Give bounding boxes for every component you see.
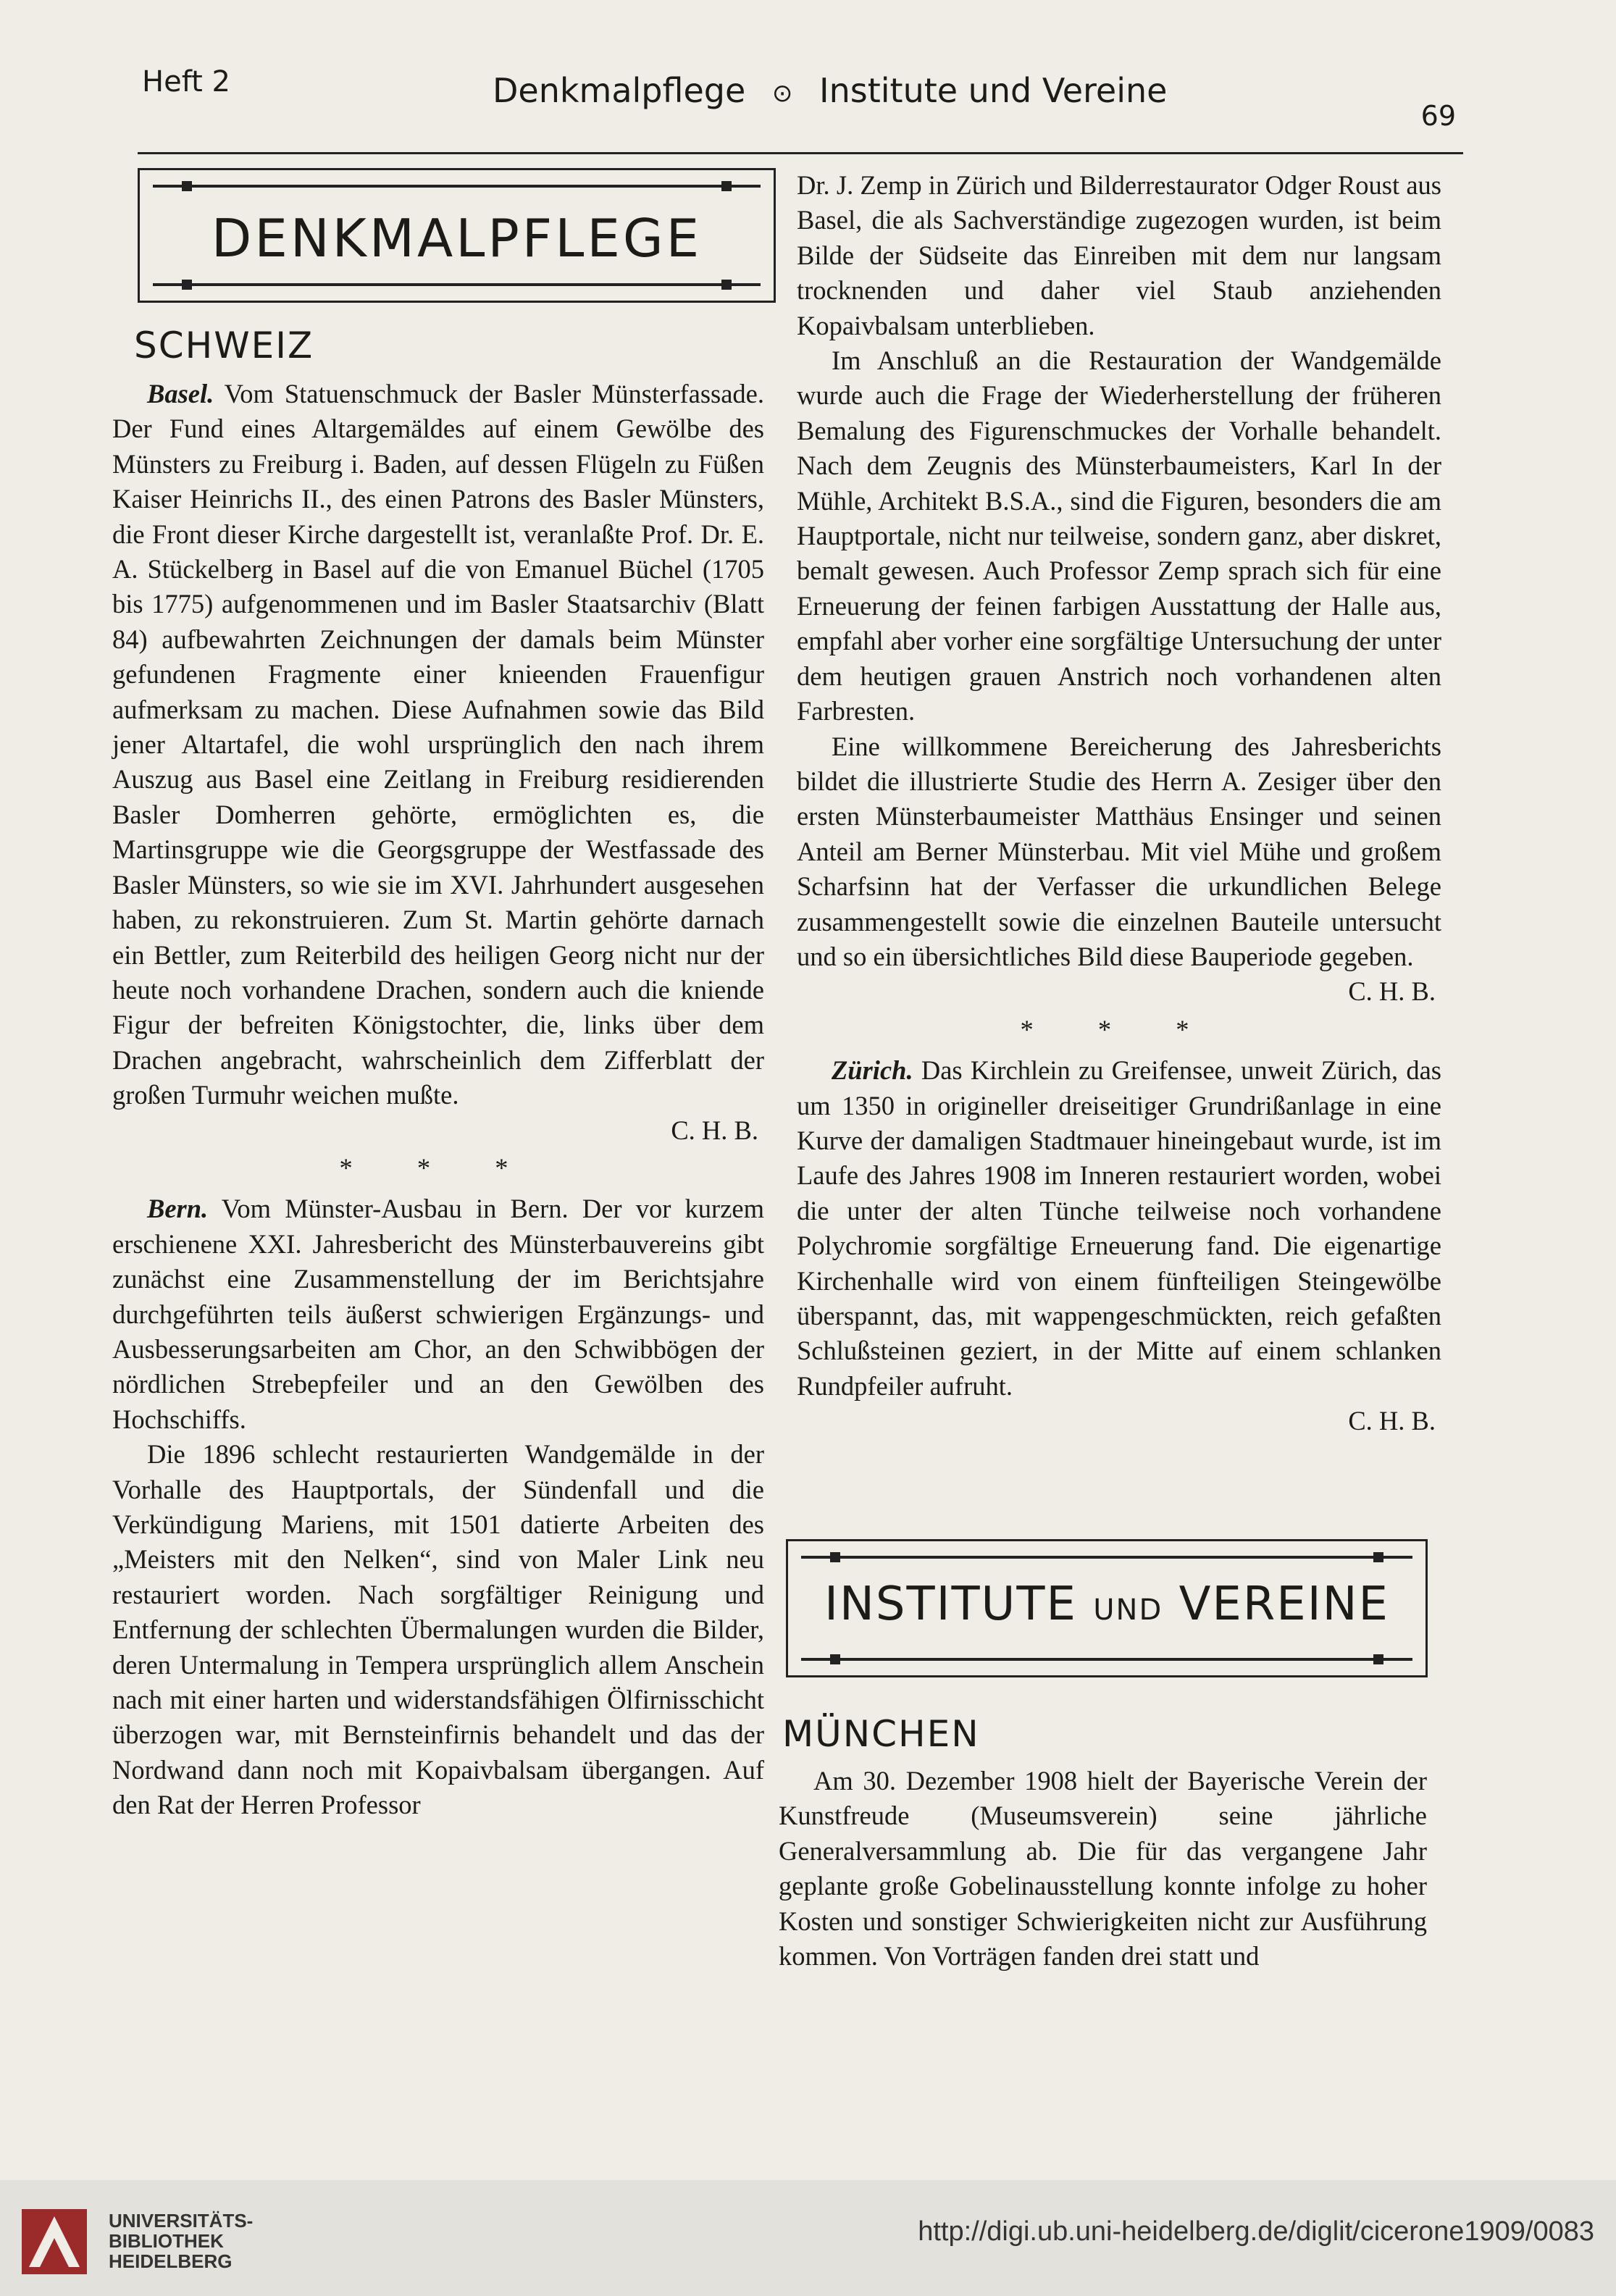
paragraph: Dr. J. Zemp in Zürich und Bilderrestaurator Odger Roust aus Basel, die als Sachverständige zugezogen wurden, ist beim Bilde der Südseite das Einreiben mit dem nur langsam trocknenden und daher viel Staub anziehenden Kopaivbalsam unterblieben.	[797, 170, 1441, 340]
library-name-line: UNIVERSITÄTS-	[109, 2210, 254, 2232]
paragraph: Im Anschluß an die Restauration der Wandgemälde wurde auch die Frage der Wiederherstellung der früheren Bemalung des Figurenschmuckes der Vorhalle behandelt. Nach dem Zeugnis des Münsterbaumeisters, Karl In der Mühle, Architekt B.S.A., sind die Figuren, besonders die am Hauptportale, nicht nur teilweise, sondern ganz, aber diskret, bemalt gewesen. Auch Professor Zemp sprach sich für eine Erneuerung der feinen farbigen Ausstattung der Halle aus, empfahl aber vorher eine sorgfältige Untersuchung der unter dem heutigen grauen Anstrich noch vorhandenen alten Farbresten.	[797, 345, 1441, 726]
banner-title	[788, 1578, 1425, 1631]
page-number: 69	[1420, 100, 1456, 132]
right-column-bottom	[779, 1764, 1427, 1974]
section-divider: * * *	[339, 1152, 537, 1183]
running-title-right: Institute und Vereine	[819, 71, 1168, 110]
paragraph: Eine willkommene Bereicherung des Jahresberichts bildet die illustrierte Studie des Herrn A. Zesiger über den ersten Münsterbaumeister Matthäus Ensinger und seinen Anteil am Berner Münsterbau. Mit viel Mühe und großem Scharfsinn hat der Verfasser die urkundlichen Belege zusammengestellt sowie die einzelnen Bauteile untersucht und so ein übersichtliches Bild diese Bauperiode gegeben.	[797, 731, 1441, 971]
article-basel	[112, 377, 764, 1113]
running-head	[138, 58, 1463, 132]
signature: C. H. B.	[1348, 976, 1436, 1007]
banner-ornament-bottom	[153, 283, 761, 286]
signature: C. H. B.	[1348, 1406, 1436, 1436]
section-banner-denkmalpflege	[138, 168, 776, 303]
right-column	[797, 168, 1441, 1439]
paragraph: Die 1896 schlecht restaurierten Wandgemälde in der Vorhalle des Hauptportals, der Sündenfall und die Verkündigung Mariens, mit 1501 datierte Arbeiten des „Meisters mit den Nelken“, sind von Maler Link neu restauriert worden. Nach sorgfältiger Reinigung und Entfernung der schlechten Übermalungen wurden die Bilder, deren Untermalung in Tempera ursprünglich allem Anschein nach mit einer harten und widerstandsfähigen Ölfirnisschicht überzogen war, mit Bernsteinfirnis behandelt und das der Nordwand dann noch mit Kopaivbalsam übergangen. Auf den Rat der Herren Professor	[112, 1439, 764, 1820]
banner-title: DENKMALPFLEGE	[211, 208, 703, 269]
header-rule	[138, 152, 1463, 154]
banner-ornament-bottom	[801, 1658, 1412, 1661]
running-title	[493, 71, 1167, 110]
banner-ornament-top	[153, 185, 761, 188]
university-library-logo-icon	[22, 2209, 87, 2274]
paragraph: Das Kirchlein zu Greifensee, unweit Zürich, das um 1350 in origineller dreiseitiger Grundrißanlage in eine Kurve der damaligen Stadtmauer hineingebaut wurde, ist im Laufe des Jahres 1908 im Inneren restauriert worden, wobei die unter der alten Tünche teilweise noch vorhandene Polychromie sorgfältige Erneuerung fand. Die eigenartige Kirchenhalle wird von einem fünfteiligen Steingewölbe überspannt, das, mit wappengeschmückten, reich gefaßten Schlußsteinen geziert, in der Mitte auf einem schlanken Rundpfeiler aufruht.	[797, 1055, 1442, 1401]
banner-ornament-top	[801, 1556, 1412, 1559]
section-divider: * * *	[1020, 1014, 1218, 1044]
section-banner-institute	[786, 1539, 1428, 1677]
paragraph: Am 30. Dezember 1908 hielt der Bayerische Verein der Kunstfreude (Museumsverein) seine jährliche Generalversammlung ab. Die für das vergangene Jahr geplante große Gobelinausstellung konnte infolge zu hoher Kosten und sonstiger Schwierigkeiten nicht zur Ausführung kommen. Von Vorträgen fanden drei statt und	[779, 1766, 1427, 1972]
paragraph: Vom Statuenschmuck der Basler Münsterfassade. Der Fund eines Altargemäldes auf einem Gewölbe des Münsters zu Freiburg i. Baden, auf dessen Flügeln zu Füßen Kaiser Heinrichs II., des einen Patrons des Basler Münsters, die Front dieser Kirche dargestellt ist, veranlaßte Prof. Dr. E. A. Stückelberg in Basel auf die von Emanuel Büchel (1705 bis 1775) aufgenommenen und im Basler Staatsarchiv (Blatt 84) aufbewahrten Zeichnungen der damals beim Münster gefundenen Fragmente einer knieenden Frauenfigur aufmerksam zu machen. Diese Aufnahmen sowie das Bild jener Altartafel, die wohl ursprünglich den nach ihrem Auszug aus Basel eine Zeitlang in Freiburg residierenden Basler Domherren gehörte, ermöglichten es, die Martinsgruppe wie die Georgsgruppe der Westfassade des Basler Münsters, so wie sie im XVI. Jahrhundert ausgesehen haben, zu rekonstruieren. Zum St. Martin gehörte darnach ein Bettler, zum Reiterbild des heiligen Georg nicht nur der heute noch vorhandene Drachen, sondern auch die kniende Figur der befreiten Königstochter, die, links über dem Drachen angebracht, wahrscheinlich dem Zifferblatt der großen Turmuhr weichen mußte.	[112, 379, 765, 1110]
place-zurich: Zürich.	[832, 1055, 913, 1086]
place-basel: Basel.	[147, 379, 214, 408]
article-zurich	[797, 1053, 1441, 1404]
signature: C. H. B.	[671, 1115, 758, 1145]
library-name-line: BIBLIOTHEK	[109, 2230, 224, 2252]
paragraph: Vom Münster-Ausbau in Bern. Der vor kurzem erschienene XXI. Jahresbericht des Münsterbauvereins gibt zunächst eine Zusammenstellung der im Berichtsjahre durchgeführten teils äußerst schwierigen Ergänzungs- und Ausbesserungsarbeiten am Chor, an den Schwibbögen der nördlichen Strebepfeiler und an den Gewölben des Hochschiffs.	[112, 1194, 765, 1434]
footer-bar	[0, 2180, 1616, 2296]
ornament-separator-icon: ⊙	[771, 78, 793, 108]
library-name-line: HEIDELBERG	[109, 2250, 233, 2272]
library-name	[109, 2211, 253, 2271]
banner-word-small: UND	[1093, 1593, 1163, 1627]
subsection-heading: MÜNCHEN	[782, 1713, 980, 1755]
article-bern	[112, 1191, 764, 1437]
running-title-left: Denkmalpflege	[493, 71, 746, 110]
banner-word: VEREINE	[1178, 1578, 1389, 1631]
issue-label: Heft 2	[142, 65, 230, 99]
place-bern: Bern.	[147, 1194, 209, 1224]
source-url-link[interactable]: http://digi.ub.uni-heidelberg.de/diglit/cicerone1909/0083	[918, 2216, 1594, 2247]
banner-word: INSTITUTE	[824, 1578, 1077, 1631]
left-column	[112, 377, 764, 1823]
subsection-heading: SCHWEIZ	[134, 324, 314, 366]
